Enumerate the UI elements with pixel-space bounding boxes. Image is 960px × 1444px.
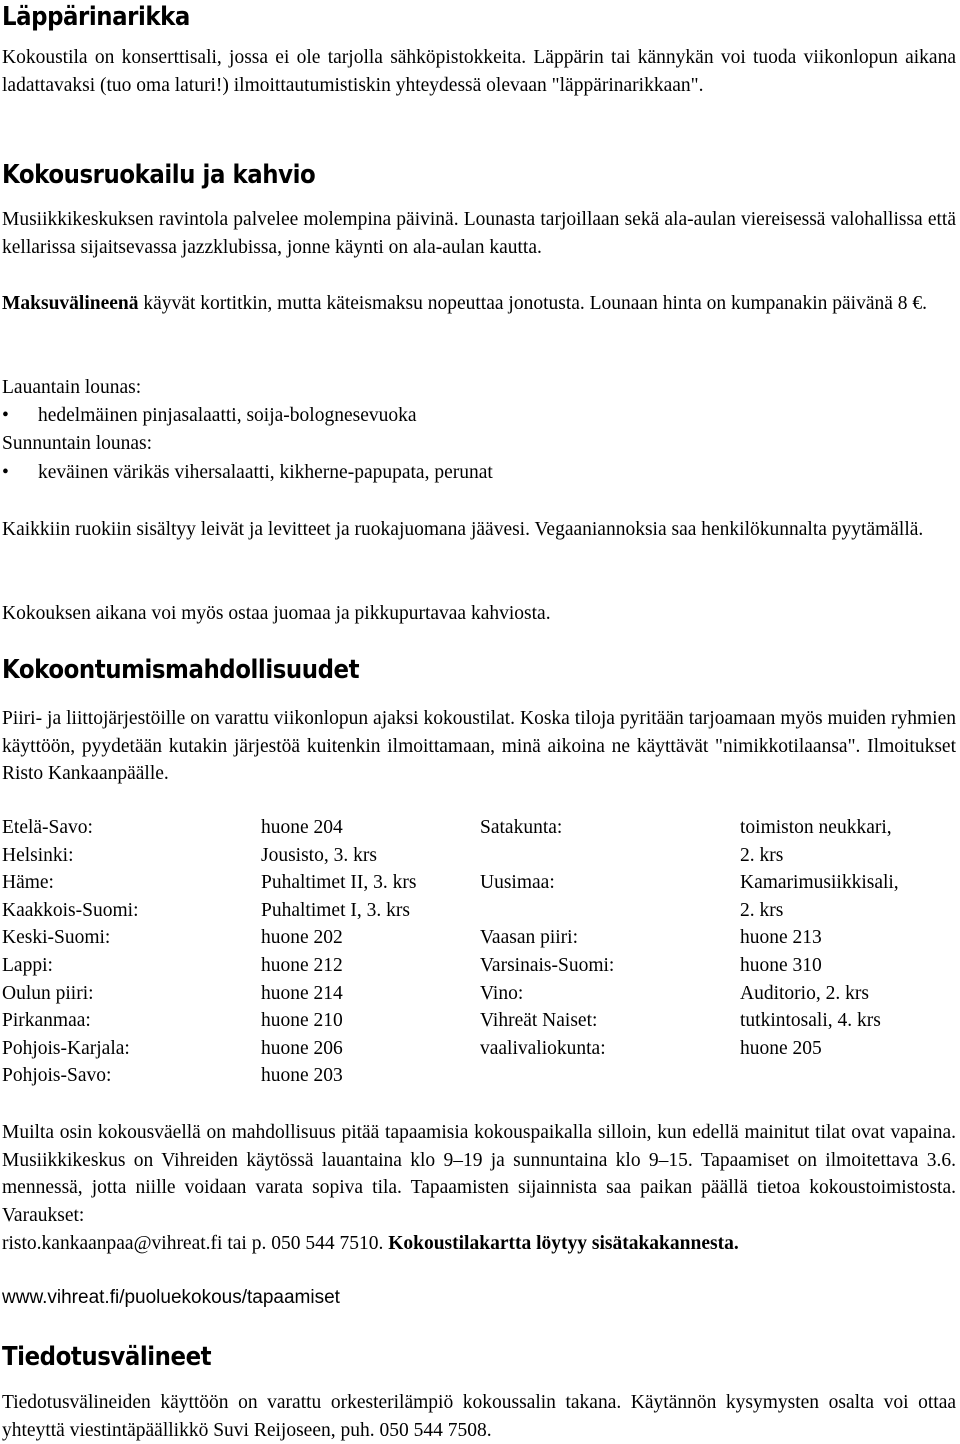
room-group-right: Uusimaa: bbox=[480, 872, 555, 894]
heading-meetings: Kokoontumismahdollisuudet bbox=[2, 655, 360, 685]
room-group-left: Helsinki: bbox=[2, 844, 74, 866]
table-row bbox=[2, 1062, 952, 1090]
room-location-left: huone 214 bbox=[261, 982, 343, 1004]
food-paragraph-payment bbox=[2, 290, 956, 318]
room-location-left: huone 203 bbox=[261, 1065, 343, 1087]
room-location-left: huone 210 bbox=[261, 1010, 343, 1032]
table-row bbox=[2, 952, 952, 980]
room-location-left: Jousisto, 3. krs bbox=[261, 844, 377, 866]
room-location-right: toimiston neukkari, bbox=[740, 817, 892, 838]
room-location-right: Auditorio, 2. krs bbox=[740, 982, 869, 1004]
room-location-right: Kamarimusiikkisali, bbox=[740, 872, 899, 894]
room-location-right: huone 213 bbox=[740, 927, 822, 949]
food-paragraph-1: Musiikkikeskuksen ravintola palvelee molempina päivinä. Lounasta tarjoillaan sekä ala-aulan viereisessä valohallissa että kellarissa sijaitsevassa jazzklubissa, jonne käynti on ala-aulan kautta. bbox=[2, 209, 956, 258]
room-group-left: Häme: bbox=[2, 872, 54, 894]
bullet-icon: • bbox=[2, 462, 9, 483]
media-paragraph: Tiedotusvälineiden käyttöön on varattu orkesterilämpiö kokoussalin takana. Käytännön kysymysten osalta voi ottaa yhteyttä viestintäpäällikkö Suvi Reijoseen, puh. 050 544 7508. bbox=[2, 1392, 956, 1441]
room-group-left: Keski-Suomi: bbox=[2, 927, 111, 949]
room-location-right: 2. krs bbox=[740, 844, 784, 866]
heading-laptop: Läppärinarikka bbox=[2, 2, 190, 32]
meetings-paragraph-2: Muilta osin kokousväellä on mahdollisuus pitää tapaamisia kokouspaikalla silloin, kun edellä mainitut tilat ovat vapaina. Musiikkikeskus on Vihreiden käytössä lauantaina klo 9–19 ja sunnuntaina klo 9–15. Tapaamiset on ilmoitettava 3.6. mennessä, jotta niille voidaan varata sopiva tila. Tapaamisten sijainnista saa paikan päällä tietoa kokoustoimistosta. Varaukset: bbox=[2, 1122, 956, 1226]
room-location-right: tutkintosali, 4. krs bbox=[740, 1010, 881, 1032]
room-location-right: huone 205 bbox=[740, 1037, 822, 1059]
room-group-right: Varsinais-Suomi: bbox=[480, 954, 615, 976]
room-location-right: 2. krs bbox=[740, 899, 784, 921]
map-note: Kokoustilakartta löytyy sisätakakannesta. bbox=[388, 1233, 739, 1254]
laptop-paragraph: Kokoustila on konserttisali, jossa ei ole tarjolla sähköpistokkeita. Läppärin tai kännykän voi tuoda viikonlopun aikana ladattavaksi (tuo oma laturi!) ilmoittautumistiskin yhteydessä olevaan "läppärinarikkaan". bbox=[2, 47, 956, 96]
table-row bbox=[2, 869, 952, 897]
room-location-left: Puhaltimet II, 3. krs bbox=[261, 872, 417, 894]
room-group-left: Lappi: bbox=[2, 954, 53, 976]
room-group-left: Etelä-Savo: bbox=[2, 817, 93, 838]
room-location-left: Puhaltimet I, 3. krs bbox=[261, 899, 410, 921]
room-location-left: huone 206 bbox=[261, 1037, 343, 1059]
room-group-left: Pohjois-Savo: bbox=[2, 1065, 112, 1087]
table-row bbox=[2, 1007, 952, 1035]
payment-text: käyvät kortitkin, mutta käteismaksu nopeuttaa jonotusta. Lounaan hinta on kumpanakin päivänä 8 €. bbox=[138, 293, 928, 314]
saturday-label: Lauantain lounas: bbox=[2, 377, 142, 398]
room-location-right: huone 310 bbox=[740, 954, 822, 976]
table-row bbox=[2, 814, 952, 842]
room-group-left: Pirkanmaa: bbox=[2, 1010, 91, 1032]
meetings-paragraph-1: Piiri- ja liittojärjestöille on varattu viikonlopun ajaksi kokoustilat. Koska tiloja pyritään tarjoamaan myös muiden ryhmien käyttöön, pyydetään kutakin järjestöä kuitenkin ilmoittamaan, minä aikoina ne käyttävät "nimikkotilaansa". Ilmoitukset Risto Kankaanpäälle. bbox=[2, 708, 956, 785]
room-location-left: huone 212 bbox=[261, 954, 343, 976]
payment-bold: Maksuvälineenä bbox=[2, 293, 139, 314]
table-row bbox=[2, 1035, 952, 1063]
room-group-left: Kaakkois-Suomi: bbox=[2, 899, 139, 921]
heading-food: Kokousruokailu ja kahvio bbox=[2, 160, 316, 190]
rooms-table bbox=[2, 814, 952, 1090]
room-group-right: Satakunta: bbox=[480, 817, 563, 838]
reservation-contact: risto.kankaanpaa@vihreat.fi tai p. 050 544 7510. bbox=[2, 1233, 389, 1254]
food-paragraph-3: Kaikkiin ruokiin sisältyy leivät ja levitteet ja ruokajuomana jäävesi. Vegaaniannoksia saa henkilökunnalta pyytämällä. bbox=[2, 519, 924, 540]
room-group-left: Pohjois-Karjala: bbox=[2, 1037, 130, 1059]
room-group-right: Vihreät Naiset: bbox=[480, 1010, 598, 1032]
food-paragraph-4: Kokouksen aikana voi myös ostaa juomaa ja pikkupurtavaa kahviosta. bbox=[2, 603, 551, 624]
room-location-left: huone 202 bbox=[261, 927, 343, 949]
meetings-url-link[interactable]: www.vihreat.fi/puoluekokous/tapaamiset bbox=[2, 1287, 340, 1308]
room-group-right: vaalivaliokunta: bbox=[480, 1037, 606, 1059]
sunday-menu: keväinen värikäs vihersalaatti, kikherne-papupata, perunat bbox=[38, 462, 493, 483]
table-row bbox=[2, 980, 952, 1008]
table-row bbox=[2, 924, 952, 952]
sunday-label: Sunnuntain lounas: bbox=[2, 433, 153, 454]
room-group-right: Vino: bbox=[480, 982, 524, 1004]
heading-media: Tiedotusvälineet bbox=[2, 1342, 212, 1372]
room-location-left: huone 204 bbox=[261, 817, 343, 838]
room-group-right: Vaasan piiri: bbox=[480, 927, 579, 949]
room-group-left: Oulun piiri: bbox=[2, 982, 94, 1004]
bullet-icon: • bbox=[2, 405, 9, 426]
saturday-menu: hedelmäinen pinjasalaatti, soija-bolognesevuoka bbox=[38, 405, 417, 426]
meetings-paragraph-2-end bbox=[2, 1230, 956, 1258]
table-row bbox=[2, 897, 952, 925]
table-row bbox=[2, 842, 952, 870]
